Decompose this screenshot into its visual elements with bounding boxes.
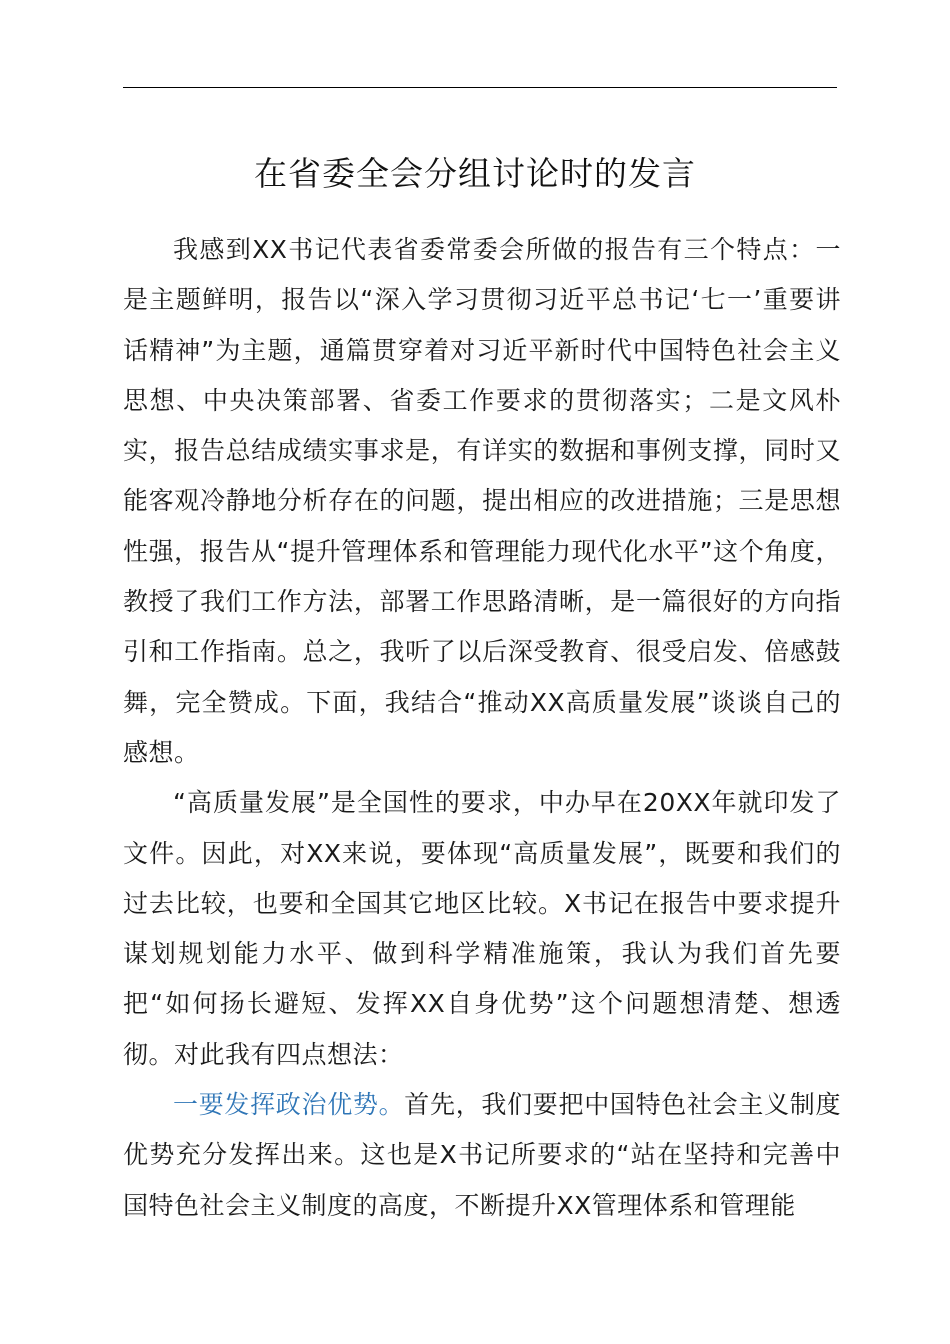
paragraph-1: 我感到XX书记代表省委常委会所做的报告有三个特点：一是主题鲜明，报告以“深入学习贯彻习近平总书记‘七一’重要讲话精神”为主题，通篇贯穿着对习近平新时代中国特色社会主义思想、中央决策部署、省委工作要求的贯彻落实；二是文风朴实，报告总结成绩实事求是，有详实的数据和事例支撑，同时又能客观冷静地分析存在的问题，提出相应的改进措施；三是思想性强，报告从“提升管理体系和管理能力现代化水平”这个角度，教授了我们工作方法，部署工作思路清晰，是一篇很好的方向指引和工作指南。总之，我听了以后深受教育、很受启发、倍感鼓舞，完全赞成。下面，我结合“推动XX高质量发展”谈谈自己的感想。 [123, 235, 841, 767]
header-rule [123, 87, 837, 88]
paragraph-2: “高质量发展”是全国性的要求，中办早在20XX年就印发了文件。因此，对XX来说，要体现“高质量发展”，既要和我们的过去比较，也要和全国其它地区比较。X书记在报告中要求提升谋划规划能力水平、做到科学精准施策，我认为我们首先要把“如何扬长避短、发挥XX自身优势”这个问题想清楚、想透彻。对此我有四点想法： [123, 788, 841, 1069]
section-heading-political-advantage: 一要发挥政治优势。 [173, 1090, 405, 1120]
paragraph-3 [123, 1080, 841, 1231]
document-title: 在省委全会分组讨论时的发言 [254, 154, 696, 193]
document-body [123, 225, 841, 1231]
paragraph-3-text: 首先，我们要把中国特色社会主义制度优势充分发挥出来。这也是X书记所要求的“站在坚持和完善中国特色社会主义制度的高度，不断提升XX管理体系和管理能 [123, 1090, 841, 1220]
